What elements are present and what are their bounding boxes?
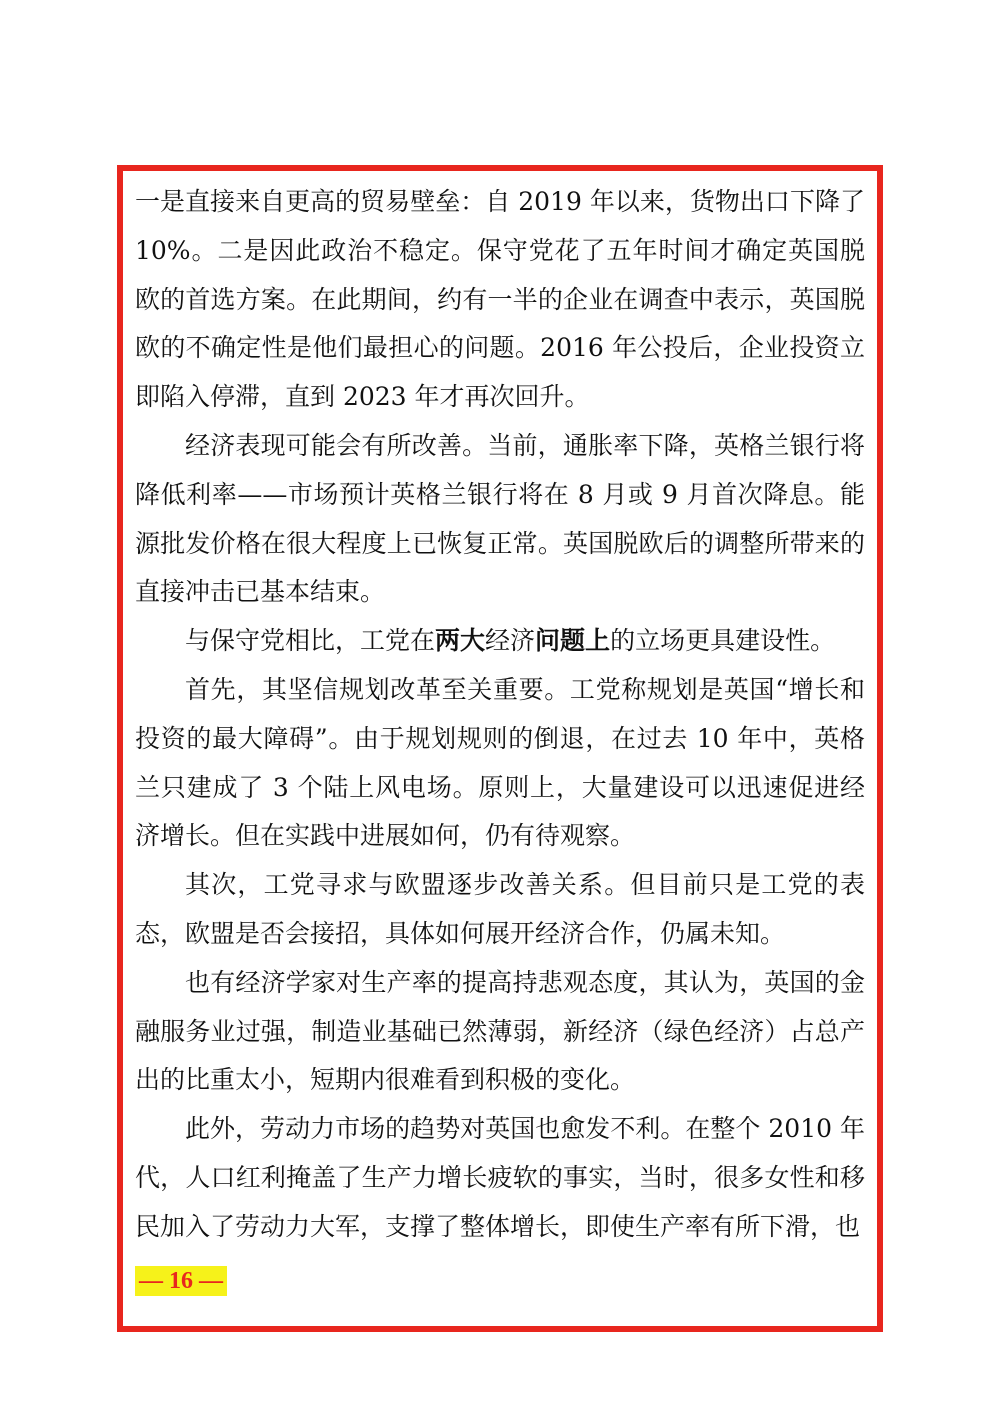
paragraph-7-text: 此外，劳动力市场的趋势对英国也愈发不利。在整个 2010 年代，人口红利掩盖了生产力增长疲软的事实，当时，很多女性和移民加入了劳动力大军，支撑了整体增长，即使生产率有所下滑，也 <box>135 1114 865 1241</box>
paragraph-3-bold-two-major: 两大 <box>435 626 486 656</box>
page-number: — 16 — <box>135 1266 227 1296</box>
paragraph-3-text-start: 与保守党相比，工党在 <box>185 626 436 656</box>
paragraph-6 <box>135 959 865 1105</box>
paragraph-2 <box>135 422 865 617</box>
paragraph-3-bold-issues: 问题上 <box>535 626 611 656</box>
paragraph-4-text: 首先，其坚信规划改革至关重要。工党称规划是英国“增长和投资的最大障碍”。由于规划规则的倒退，在过去 10 年中，英格兰只建成了 3 个陆上风电场。原则上，大量建设可以迅速促进经济增长。但在实践中进展如何，仍有待观察。 <box>135 674 865 851</box>
paragraph-1-text: 一是直接来自更高的贸易壁垒：自 2019 年以来，货物出口下降了 10%。二是因此政治不稳定。保守党花了五年时间才确定英国脱欧的首选方案。在此期间，约有一半的企业在调查中表示，英国脱欧的不确定性是他们最担心的问题。2016 年公投后，企业投资立即陷入停滞，直到 2023 年才再次回升。 <box>135 187 865 412</box>
paragraph-6-text: 也有经济学家对生产率的提高持悲观态度，其认为，英国的金融服务业过强，制造业基础已然薄弱，新经济（绿色经济）占总产出的比重太小，短期内很难看到积极的变化。 <box>135 967 865 1095</box>
paragraph-5 <box>135 861 865 959</box>
paragraph-2-text: 经济表现可能会有所改善。当前，通胀率下降，英格兰银行将降低利率——市场预计英格兰银行将在 8 月或 9 月首次降息。能源批发价格在很大程度上已恢复正常。英国脱欧后的调整所带来的直接冲击已基本结束。 <box>135 430 865 607</box>
paragraph-5-text: 其次，工党寻求与欧盟逐步改善关系。但目前只是工党的表态，欧盟是否会接招，具体如何展开经济合作，仍属未知。 <box>135 870 865 948</box>
paragraph-1 <box>135 178 865 422</box>
paragraph-4 <box>135 666 865 861</box>
paragraph-3-text-end: 的立场更具建设性。 <box>610 626 836 656</box>
paragraph-3 <box>135 617 865 666</box>
document-body <box>135 178 865 1252</box>
paragraph-3-text-economy: 经济 <box>485 626 536 656</box>
paragraph-7 <box>135 1105 865 1251</box>
